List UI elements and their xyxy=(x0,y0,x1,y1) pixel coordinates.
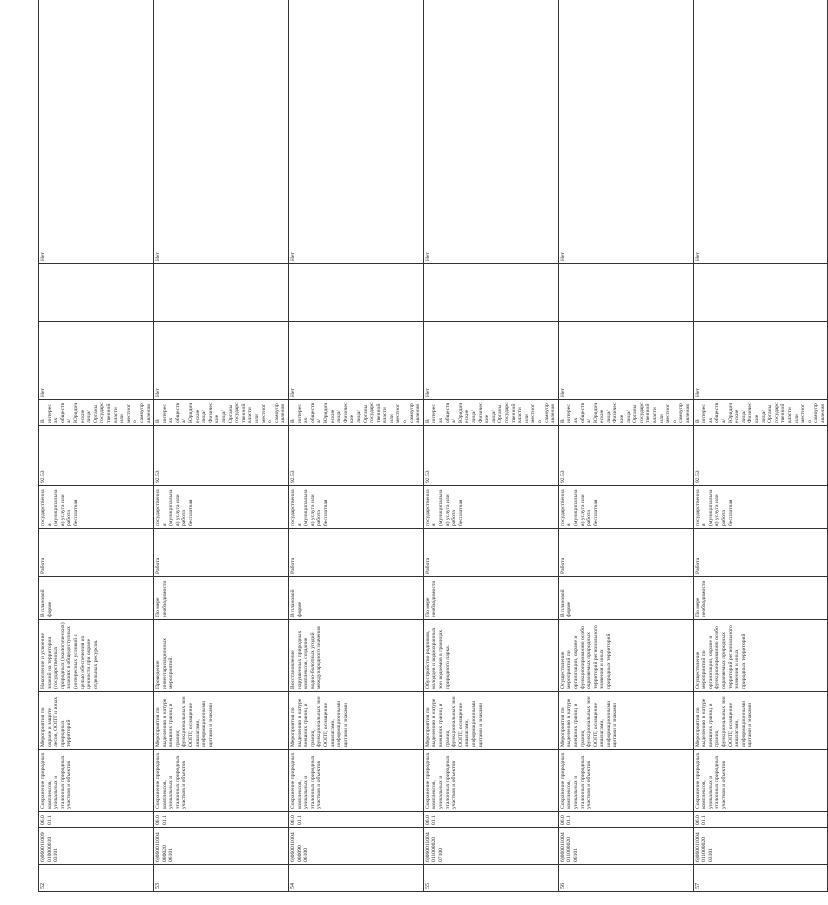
execution-form: В плановой форме xyxy=(558,577,693,620)
work-content: Восстановление нарушенных природных комплексов, создание водно-болотных угодий международного значения xyxy=(288,620,423,692)
extra-cell: Нет xyxy=(288,0,423,264)
kind-cell: Работа xyxy=(558,529,693,577)
classifier-code: 06.001.1 xyxy=(423,812,558,828)
kind-cell: Работа xyxy=(423,529,558,577)
consumers-cell: В интересах общества/Юридические лица/Физические лица/Органы государственной власти или местного самоуправления xyxy=(693,400,828,426)
execution-form: По мере необходимости xyxy=(154,577,289,620)
row-number: 52 xyxy=(39,865,154,892)
extra-cell: Нет xyxy=(558,0,693,264)
service-name: Сохранение природных комплексов, уникальных и эталонных природных участков и объектов xyxy=(423,750,558,812)
okved-code: 92.53 xyxy=(558,426,693,486)
work-content: Проведение инвентаризационных мероприятий. xyxy=(154,620,289,692)
regulation-cell: Нет xyxy=(288,322,423,400)
service-name: Сохранение природных комплексов, уникальных и эталонных природных участков и объектов xyxy=(693,750,828,812)
row-number: 57 xyxy=(693,865,828,892)
service-type: государственная (муниципальная) услуга или работа бесплатная xyxy=(154,486,289,529)
services-table xyxy=(38,0,828,892)
empty-cell xyxy=(154,264,289,322)
classifier-code: 06.001.1 xyxy=(558,812,693,828)
work-name: Мероприятия по выделению в натуре внешних границ и границ функциональных зон ООПТ, оснащение аншлагами, информационными щитами и знаками xyxy=(288,692,423,750)
rotated-table-wrapper xyxy=(38,35,826,892)
registry-code: 6)060011004011000020 03101 xyxy=(693,828,828,865)
regulation-cell: Нет xyxy=(693,322,828,400)
execution-form: По мере необходимости xyxy=(423,577,558,620)
work-content: Накопление и усвоение знаний на территории (государственных природных (экологических) знаниях в общедоступных (интересных условий с целью обеспечения их ценности при охране отдельных ресурсов. xyxy=(39,620,154,692)
row-number: 56 xyxy=(558,865,693,892)
classifier-code: 06.001.1 xyxy=(154,812,289,828)
empty-cell xyxy=(693,264,828,322)
work-name: Мероприятия по выделению в натуре внешних границ и границ функциональных зон ООПТ, оснащение аншлагами, информационными щитами и знаками xyxy=(423,692,558,750)
okved-code: 92.53 xyxy=(693,426,828,486)
registry-code: 6)060011004000090 06100 xyxy=(288,828,423,865)
registry-code: 6)060011009010000010 03101 xyxy=(39,828,154,865)
regulation-cell: Нет xyxy=(39,322,154,400)
service-name: Сохранение природных комплексов, уникальных и эталонных природных участков и объектов xyxy=(39,750,154,812)
consumers-cell: В интересах общества/Юридические лица/Физические лица/Органы государственной власти или местного самоуправления xyxy=(423,400,558,426)
table-row xyxy=(154,0,289,892)
consumers-cell: В интересах общества/Юридические лица/Физические лица/Органы государственной власти или местного самоуправления xyxy=(288,400,423,426)
registry-code: 6)060011004000020 06101 xyxy=(154,828,289,865)
kind-cell: Работа xyxy=(693,529,828,577)
execution-form: В плановой форме xyxy=(39,577,154,620)
table-row xyxy=(558,0,693,892)
consumers-cell: В интересах общества/Юридические лица/Физические лица/Органы государственной власти или местного самоуправления xyxy=(558,400,693,426)
work-content: Осуществление мероприятий по организации, охране и функционированию особо охраняемых природных территорий регионального значения и иных природных территорий xyxy=(693,620,828,692)
regulation-cell: Нет xyxy=(423,322,558,400)
service-name: Сохранение природных комплексов, уникальных и эталонных природных участков и объектов xyxy=(558,750,693,812)
classifier-code: 06.001.1 xyxy=(693,812,828,828)
work-name: Мероприятия по охране и защите лесов, ООПТ и иных природных территорий xyxy=(39,692,154,750)
service-type: государственная (муниципальная) услуга или работа бесплатная xyxy=(423,486,558,529)
work-content: Осуществление мероприятий по организации, охране и функционированию особо охраняемых природных территорий регионального значения и иных природных территорий xyxy=(558,620,693,692)
work-name: Мероприятия по выделению в натуре внешних границ и границ функциональных зон ООПТ, оснащение аншлагами, информационными щитами и знаками xyxy=(154,692,289,750)
service-type: государственная (муниципальная) услуга или работа бесплатная xyxy=(693,486,828,529)
consumers-cell: В интересах общества/Юридические лица/Органы государственной власти или местного самоуправления xyxy=(39,400,154,426)
okved-code: 92.53 xyxy=(39,426,154,486)
empty-cell xyxy=(423,264,558,322)
okved-code: 92.53 xyxy=(288,426,423,486)
row-number: 53 xyxy=(154,865,289,892)
table-row xyxy=(288,0,423,892)
registry-code: 6)060011004011000020 06101 xyxy=(558,828,693,865)
table-row xyxy=(693,0,828,892)
classifier-code: 06.001.1 xyxy=(288,812,423,828)
service-name: Сохранение природных комплексов, уникальных и эталонных природных участков и объектов xyxy=(154,750,289,812)
row-number: 54 xyxy=(288,865,423,892)
empty-cell xyxy=(288,264,423,322)
table-row xyxy=(423,0,558,892)
extra-cell: Нет xyxy=(154,0,289,264)
execution-form: По мере необходимости xyxy=(693,577,828,620)
consumers-cell: В интересах общества/Юридические лица/Физические лица/Органы государственной власти или местного самоуправления xyxy=(154,400,289,426)
registry-code: 6)060011004011000020 07100 xyxy=(423,828,558,865)
regulation-cell: Нет xyxy=(154,322,289,400)
work-name: Мероприятия по выделению в натуре внешних границ и границ функциональных зон ООПТ, оснащение аншлагами, информационными щитами и знаками xyxy=(693,692,828,750)
classifier-code: 06.001.1 xyxy=(39,812,154,828)
kind-cell: Работа xyxy=(39,529,154,577)
okved-code: 92.53 xyxy=(423,426,558,486)
extra-cell: Нет xyxy=(693,0,828,264)
service-type: государственная (муниципальная) услуга или работа бесплатная xyxy=(558,486,693,529)
okved-code: 92.53 xyxy=(154,426,289,486)
service-type: государственная (муниципальная) услуга или работа бесплатная xyxy=(39,486,154,529)
service-name: Сохранение природных комплексов, уникальных и эталонных природных участков и объектов xyxy=(288,750,423,812)
execution-form: В плановой форме xyxy=(288,577,423,620)
empty-cell xyxy=(39,264,154,322)
empty-cell xyxy=(558,264,693,322)
work-name: Мероприятия по выделению в натуре внешних границ и границ функциональных зон ООПТ, оснащение аншлагами, информационными щитами и знаками xyxy=(558,692,693,750)
table-row xyxy=(39,0,154,892)
regulation-cell: Нет xyxy=(558,322,693,400)
service-type: государственная (муниципальная) услуга или работа бесплатная xyxy=(288,486,423,529)
extra-cell: Нет xyxy=(423,0,558,264)
extra-cell: Нет xyxy=(39,0,154,264)
row-number: 55 xyxy=(423,865,558,892)
kind-cell: Работа xyxy=(154,529,289,577)
work-content: Обустройство родников, колодцев и водоохранных зон водоемов в границах природного парка. xyxy=(423,620,558,692)
kind-cell: Работа xyxy=(288,529,423,577)
